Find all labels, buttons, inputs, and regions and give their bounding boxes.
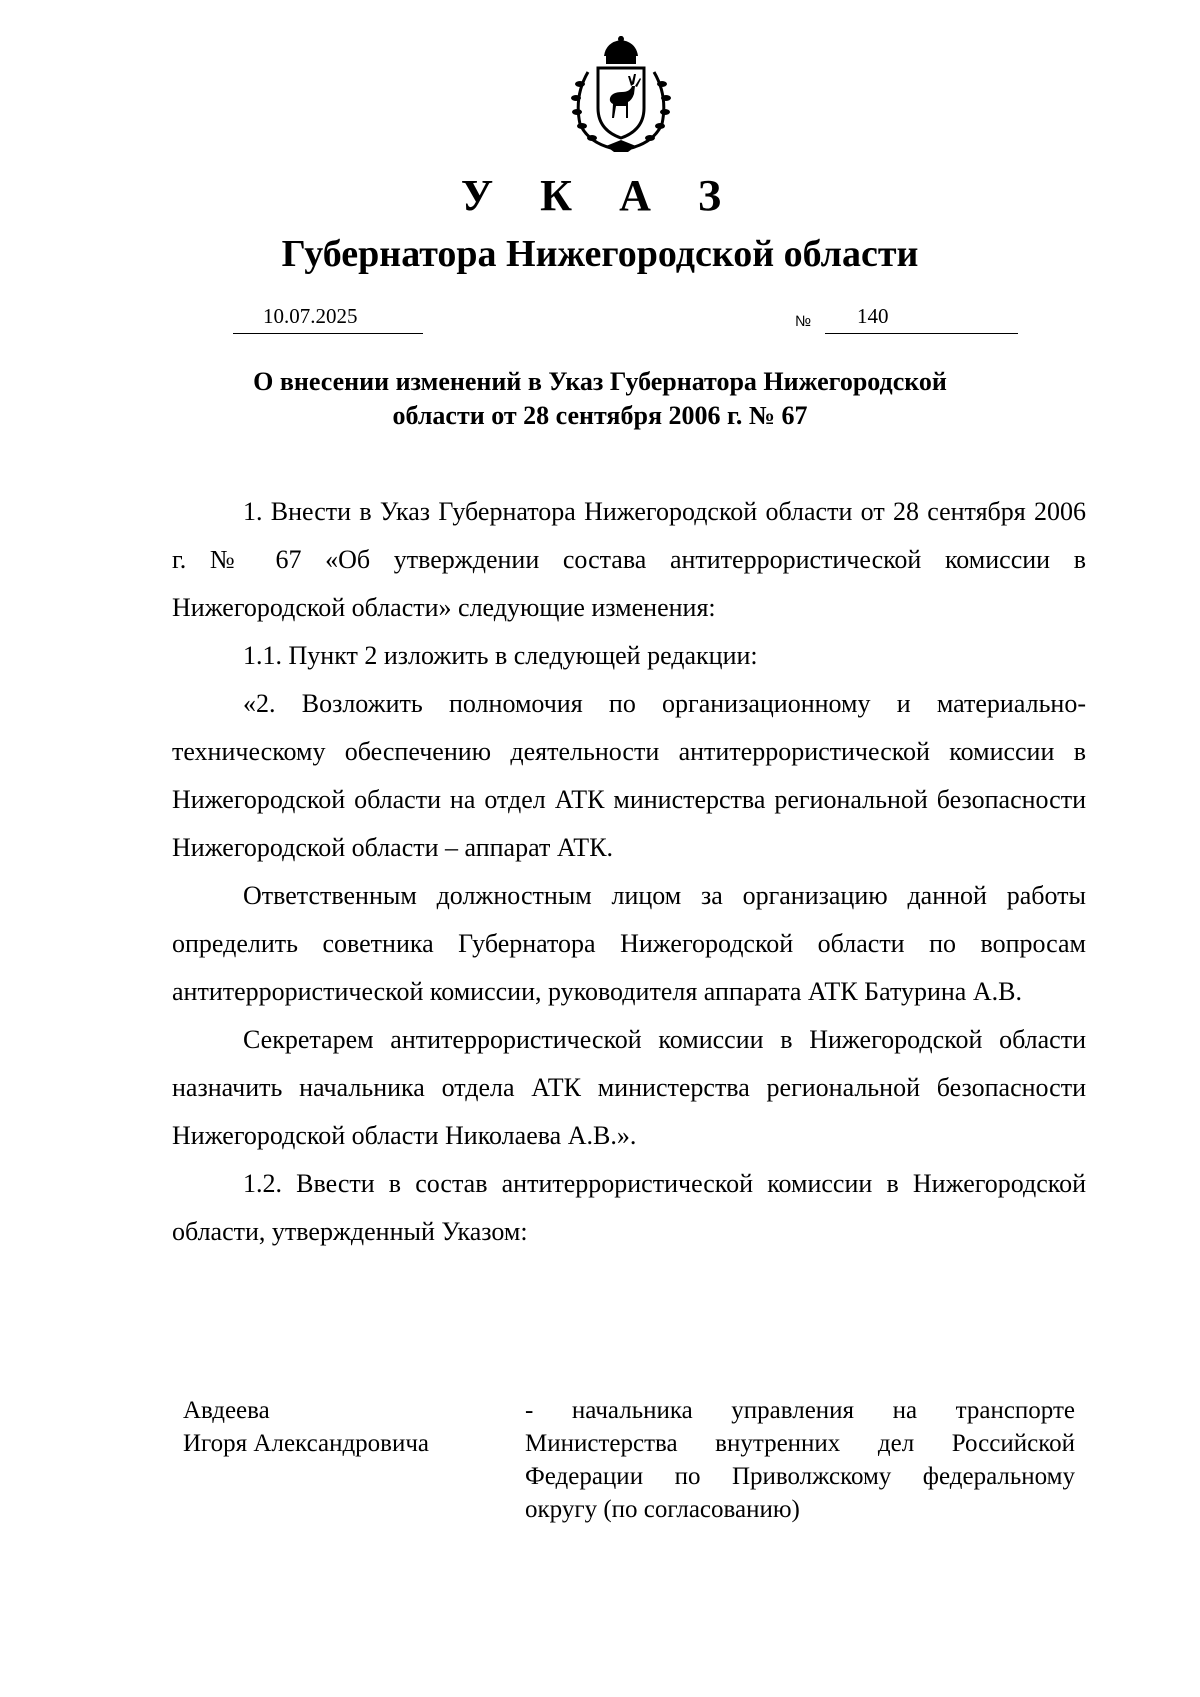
document-type-title: У К А З — [460, 171, 740, 220]
number-field — [825, 303, 1018, 334]
position-line-1: - начальника управления на транспорте — [525, 1397, 1075, 1424]
issuer-title: Губернатора Нижегородской области — [281, 233, 919, 275]
paragraph-secretary: Секретарем антитеррористической комиссии в Нижегородской области назначить начальника отдела АТК министерства региональной безопасности Нижегородской области Николаева А.В.». — [172, 1025, 1086, 1150]
member-surname: Авдеева — [183, 1397, 270, 1424]
paragraph-1-1: 1.1. Пункт 2 изложить в следующей редакции: — [243, 641, 758, 670]
paragraph-responsible: Ответственным должностным лицом за организацию данной работы определить советника Губернатора Нижегородской области по вопросам антитеррористической комиссии, руководителя аппарата АТК Батурина А.В. — [172, 881, 1086, 1006]
document-subject — [200, 365, 1000, 433]
paragraph-1: 1. Внести в Указ Губернатора Нижегородской области от 28 сентября 2006 г. № 67 «Об утверждении состава антитеррористической комиссии в Нижегородской области» следующие изменения: — [172, 497, 1086, 622]
member-given-name: Игоря Александровича — [183, 1430, 430, 1457]
number-sign: № — [795, 313, 812, 330]
coat-of-arms-icon — [566, 36, 676, 154]
paragraph-quoted-2: «2. Возложить полномочия по организационному и материально-техническому обеспечению деятельности антитеррористической комиссии в Нижегородской области на отдел АТК министерства региональной безопасности Нижегородской области – аппарат АТК. — [172, 689, 1086, 862]
member-name — [183, 1394, 503, 1460]
subject-line-2: области от 28 сентября 2006 г. № 67 — [392, 401, 808, 430]
member-position — [525, 1394, 1075, 1526]
subject-line-1: О внесении изменений в Указ Губернатора Нижегородской — [253, 367, 947, 396]
date-value: 10.07.2025 — [263, 304, 358, 328]
date-field — [233, 303, 423, 334]
document-body — [172, 488, 1086, 1256]
paragraph-1-2: 1.2. Ввести в состав антитеррористической комиссии в Нижегородской области, утвержденный Указом: — [172, 1169, 1086, 1246]
position-line-3: Федерации по Приволжскому федеральному — [525, 1463, 1075, 1490]
position-line-2: Министерства внутренних дел Российской — [525, 1430, 1075, 1457]
number-value: 140 — [857, 304, 889, 328]
position-line-4: округу (по согласованию) — [525, 1496, 800, 1523]
